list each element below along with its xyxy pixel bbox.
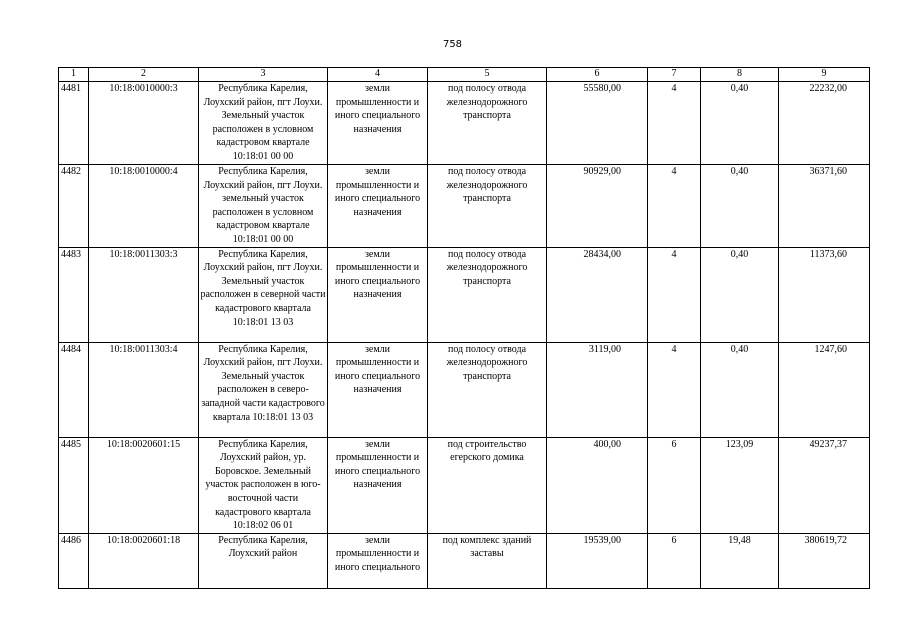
cadastral-number: 10:18:0020601:15: [89, 437, 199, 533]
cadastral-number: 10:18:0011303:3: [89, 247, 199, 342]
header-col-7: 7: [648, 68, 701, 82]
row-number: 4484: [59, 342, 89, 437]
col8-cell: 0,40: [701, 247, 779, 342]
header-col-4: 4: [328, 68, 428, 82]
land-category-cell: земли промышленности и иного специального назначения: [328, 247, 428, 342]
area-cell: 55580,00: [547, 82, 648, 165]
col9-cell: 1247,60: [779, 342, 870, 437]
location-cell: Республика Карелия, Лоухский район: [199, 533, 328, 588]
header-col-3: 3: [199, 68, 328, 82]
col8-cell: 123,09: [701, 437, 779, 533]
permitted-use-cell: под полосу отвода железнодорожного транспорта: [428, 247, 547, 342]
page-number: 758: [442, 39, 463, 50]
row-number: 4481: [59, 82, 89, 165]
table-row: [59, 437, 870, 533]
location-cell: Республика Карелия, Лоухский район, пгт Лоухи. Земельный участок расположен в северо-западной части кадастрового квартала 10:18:01 13 03: [199, 342, 328, 437]
row-number: 4483: [59, 247, 89, 342]
cadastral-number: 10:18:0020601:18: [89, 533, 199, 588]
col9-cell: 22232,00: [779, 82, 870, 165]
location-cell: Республика Карелия, Лоухский район, пгт Лоухи. земельный участок расположен в условном кадастровом квартале 10:18:01 00 00: [199, 165, 328, 248]
area-cell: 90929,00: [547, 165, 648, 248]
permitted-use-cell: под полосу отвода железнодорожного транспорта: [428, 165, 547, 248]
permitted-use-cell: под строительство егерского домика: [428, 437, 547, 533]
table-row: [59, 342, 870, 437]
header-col-2: 2: [89, 68, 199, 82]
land-category-cell: земли промышленности и иного специального назначения: [328, 437, 428, 533]
table-row: [59, 247, 870, 342]
header-col-5: 5: [428, 68, 547, 82]
location-cell: Республика Карелия, Лоухский район, пгт Лоухи. Земельный участок расположен в северной части кадастрового квартала 10:18:01 13 03: [199, 247, 328, 342]
permitted-use-cell: под полосу отвода железнодорожного транспорта: [428, 82, 547, 165]
header-col-9: 9: [779, 68, 870, 82]
cadastral-number: 10:18:0011303:4: [89, 342, 199, 437]
cadastral-number: 10:18:0010000:3: [89, 82, 199, 165]
header-col-6: 6: [547, 68, 648, 82]
row-number: 4485: [59, 437, 89, 533]
col9-cell: 380619,72: [779, 533, 870, 588]
land-category-cell: земли промышленности и иного специального: [328, 533, 428, 588]
location-cell: Республика Карелия, Лоухский район, пгт Лоухи. Земельный участок расположен в условном кадастровом квартале 10:18:01 00 00: [199, 82, 328, 165]
col9-cell: 49237,37: [779, 437, 870, 533]
col7-cell: 4: [648, 82, 701, 165]
col9-cell: 11373,60: [779, 247, 870, 342]
col8-cell: 0,40: [701, 82, 779, 165]
permitted-use-cell: под комплекс зданий заставы: [428, 533, 547, 588]
location-cell: Республика Карелия, Лоухский район, ур. Боровское. Земельный участок расположен в юго-восточной части кадастрового квартала 10:18:02 06 01: [199, 437, 328, 533]
col7-cell: 4: [648, 247, 701, 342]
row-number: 4486: [59, 533, 89, 588]
area-cell: 28434,00: [547, 247, 648, 342]
area-cell: 400,00: [547, 437, 648, 533]
header-row: [59, 68, 870, 82]
col8-cell: 0,40: [701, 342, 779, 437]
col7-cell: 6: [648, 437, 701, 533]
header-col-8: 8: [701, 68, 779, 82]
col7-cell: 4: [648, 165, 701, 248]
col8-cell: 0,40: [701, 165, 779, 248]
table-row: [59, 533, 870, 588]
area-cell: 19539,00: [547, 533, 648, 588]
land-registry-table: [58, 67, 870, 589]
permitted-use-cell: под полосу отвода железнодорожного транспорта: [428, 342, 547, 437]
land-category-cell: земли промышленности и иного специального назначения: [328, 165, 428, 248]
col8-cell: 19,48: [701, 533, 779, 588]
table-row: [59, 165, 870, 248]
col7-cell: 4: [648, 342, 701, 437]
cadastral-number: 10:18:0010000:4: [89, 165, 199, 248]
land-category-cell: земли промышленности и иного специального назначения: [328, 82, 428, 165]
table-row: [59, 82, 870, 165]
col9-cell: 36371,60: [779, 165, 870, 248]
area-cell: 3119,00: [547, 342, 648, 437]
header-col-1: 1: [59, 68, 89, 82]
row-number: 4482: [59, 165, 89, 248]
land-category-cell: земли промышленности и иного специального назначения: [328, 342, 428, 437]
col7-cell: 6: [648, 533, 701, 588]
